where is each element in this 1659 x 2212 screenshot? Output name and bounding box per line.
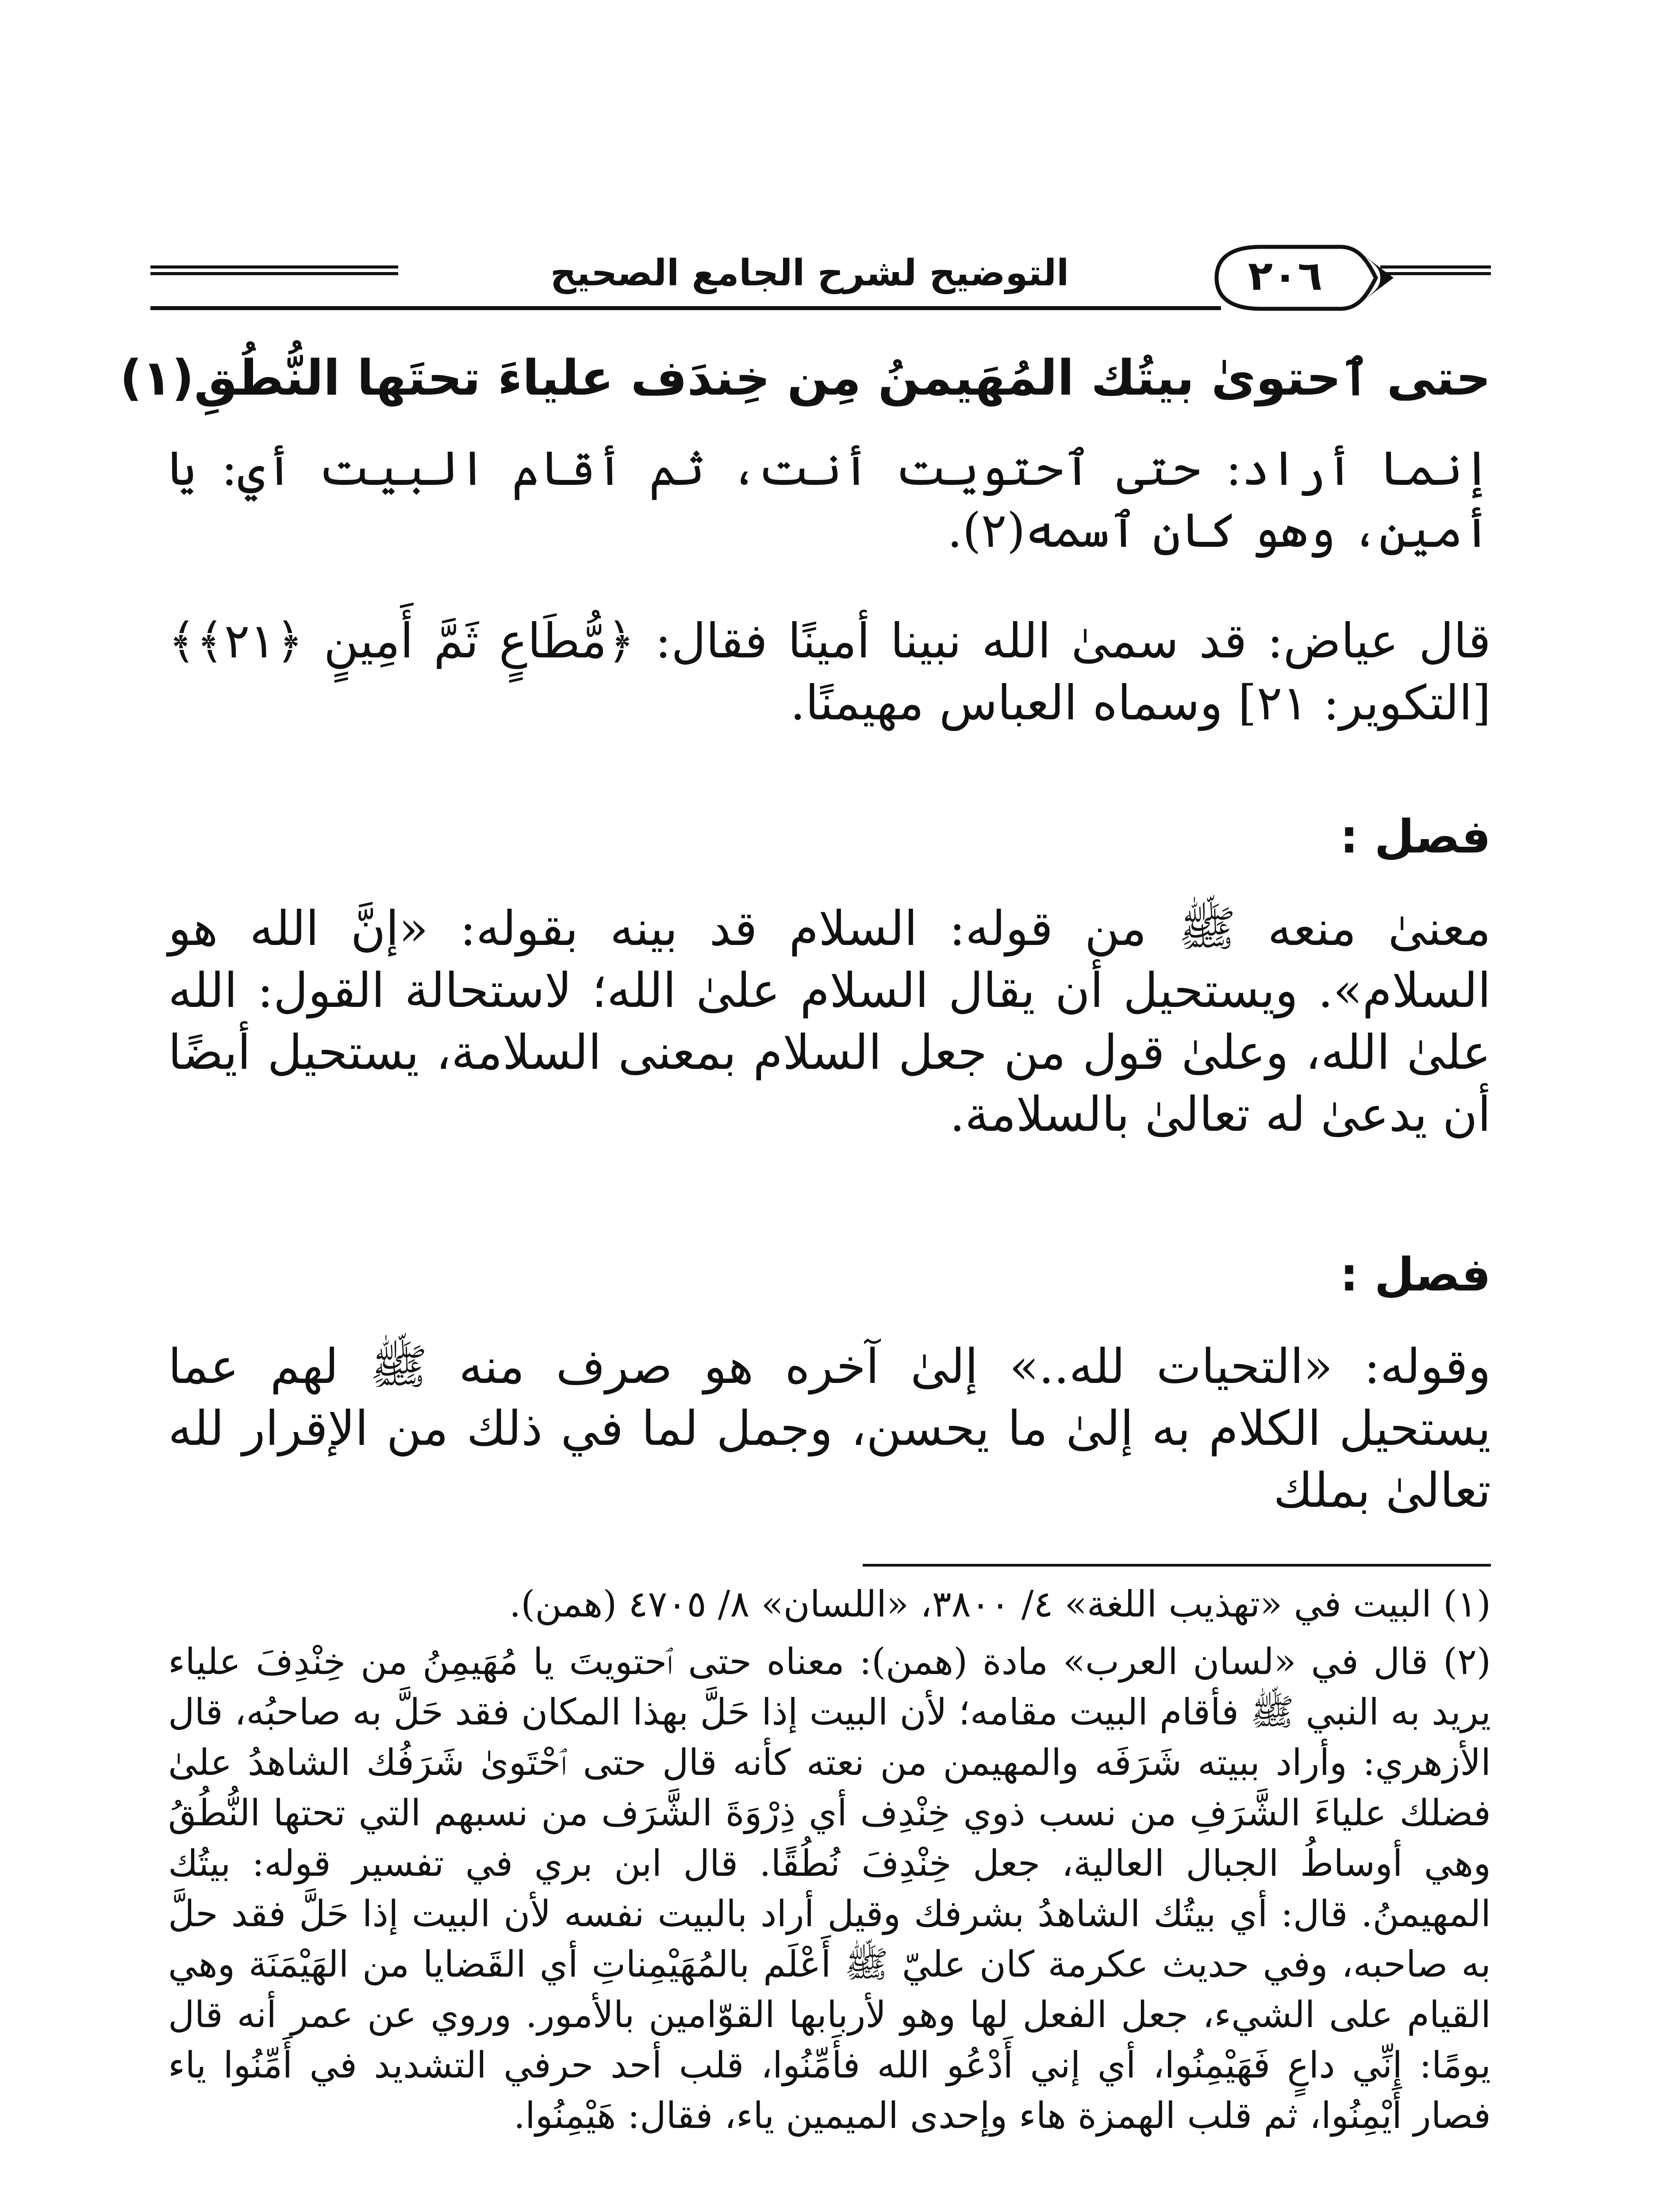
footnote-1	[168, 1579, 1491, 1630]
header-rule-left	[150, 265, 398, 275]
paragraph-1: إنما أراد: حتى ٱحتويت أنت، ثم أقام البيت أي: يا أمين، وهو كان ٱسمه(٢).	[168, 441, 1491, 558]
poetry-verse: حتى ٱحتوىٰ بيتُك المُهَيمنُ مِن خِندَف علياءَ تحتَها النُّطُقِ(١)	[119, 349, 1491, 406]
header-rule-middle	[150, 306, 1221, 310]
header-title: التوضيح لشرح الجامع الصحيح	[550, 252, 1069, 294]
header-rule-right	[1380, 265, 1491, 275]
section-heading-2: فصل :	[1340, 1248, 1491, 1302]
paragraph-2: قال عياض: قد سمىٰ الله نبينا أمينًا فقال: ﴿مُّطَاعٍ ثَمَّ أَمِينٍ ﴿٢١﴾﴾ [التكوير: ٢١] وسماه العباس مهيمنًا.	[168, 614, 1491, 731]
paragraph-4: وقوله: «التحيات لله..» إلىٰ آخره هو صرف منه ﷺ لهم عما يستحيل الكلام به إلىٰ ما يحسن، وجمل لما في ذلك من الإقرار لله تعالىٰ بملك	[168, 1339, 1491, 1518]
section-heading-1: فصل :	[1340, 810, 1491, 864]
page-number: ٢٠٦	[1248, 252, 1323, 300]
running-header	[150, 239, 1491, 327]
footnote-2	[168, 1637, 1491, 2141]
footnote-number: (٢)	[1443, 1641, 1491, 1683]
footnote-number: (١)	[1443, 1583, 1491, 1625]
footnote-text: البيت في «تهذيب اللغة» ٤/ ٣٨٠٠، «اللسان» ٨/ ٤٧٠٥ (همن).	[509, 1583, 1432, 1625]
paragraph-3: معنىٰ منعه ﷺ من قوله: السلام قد بينه بقوله: «إنَّ الله هو السلام». ويستحيل أن يقال السلام علىٰ الله؛ لاستحالة القول: الله علىٰ الله، وعلىٰ قول من جعل السلام بمعنى السلامة، يستحيل أيضًا أن يدعىٰ له تعالىٰ بالسلامة.	[168, 901, 1491, 1142]
footnote-separator	[863, 1564, 1491, 1567]
footnote-text: قال في «لسان العرب» مادة (همن): معناه حتى ٱحتويتَ يا مُهَيمِنُ من خِنْدِفَ علياء يريد به النبي ﷺ فأقام البيت مقامه؛ لأن البيت إذا حَلَّ بهذا المكان فقد حَلَّ به صاحبُه، قال الأزهري: وأراد ببيته شَرَفَه والمهيمن من نعته كأنه قال حتى ٱحْتَوىٰ شَرَفُك الشاهدُ علىٰ فضلك علياءَ الشَّرَفِ من نسب ذوي خِنْدِف أي ذِرْوَةَ الشَّرَف من نسبهم التي تحتها النُّطُقُ وهي أوساطُ الجبال العالية، جعل خِنْدِفَ نُطُقًا. قال ابن بري في تفسير قوله: بيتُك المهيمنُ. قال: أي بيتُك الشاهدُ بشرفك وقيل أراد بالبيت نفسه لأن البيت إذا حَلَّ فقد حلَّ به صاحبه، وفي حديث عكرمة كان عليّ ﷺ أَعْلَم بالمُهَيْمِناتِ أي القَضايا من الهَيْمَنَة وهي القيام على الشيء، جعل الفعل لها وهو لأربابها القوّامين بالأمور. وروي عن عمر أنه قال يومًا: إنِّي داعٍ فَهَيْمِنُوا، أي إني أَدْعُو الله فأَمِّنُوا، قلب أحد حرفي التشديد في أَمِّنُوا ياء فصار أَيْمِنُوا، ثم قلب الهمزة هاء وإحدى الميمين ياء، فقال: هَيْمِنُوا.	[168, 1641, 1491, 2137]
